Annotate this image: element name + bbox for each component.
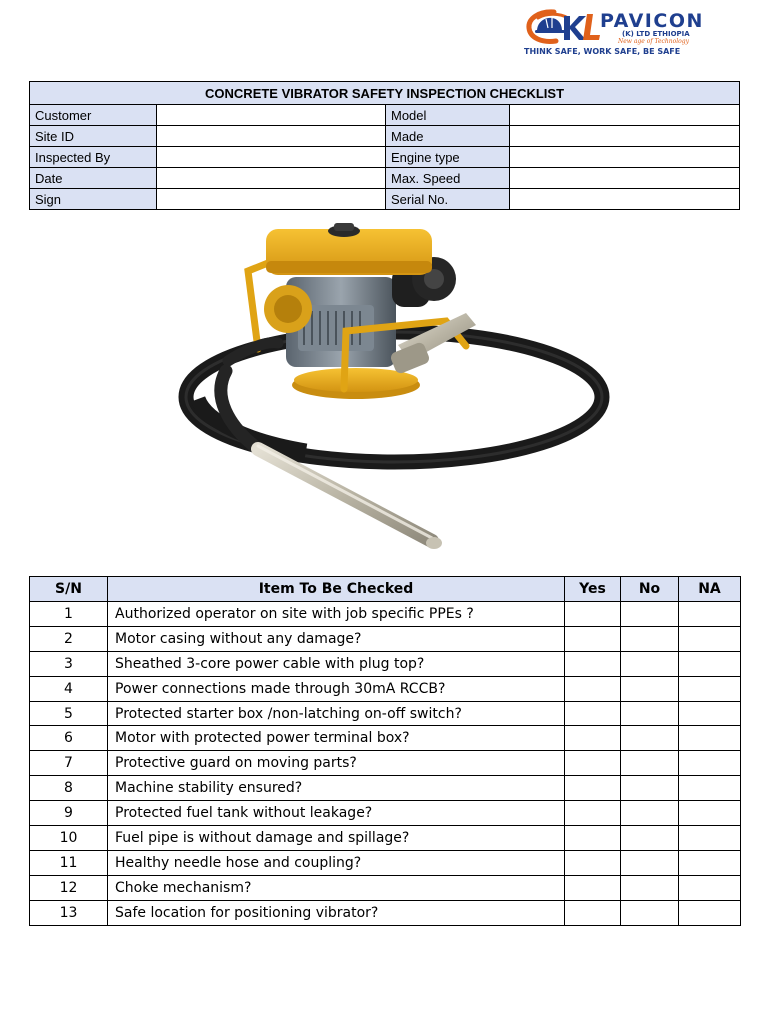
- checklist-title: CONCRETE VIBRATOR SAFETY INSPECTION CHECKLIST: [30, 82, 740, 105]
- row-item: Healthy needle hose and coupling?: [108, 850, 565, 875]
- header-row: [30, 189, 740, 210]
- made-label: Made: [386, 126, 510, 147]
- row-item: Power connections made through 30mA RCCB?: [108, 676, 565, 701]
- yes-checkbox-cell[interactable]: [565, 726, 621, 751]
- no-checkbox-cell[interactable]: [621, 626, 679, 651]
- col-header-na: NA: [679, 577, 741, 602]
- na-checkbox-cell[interactable]: [679, 602, 741, 627]
- sign-field[interactable]: [157, 189, 386, 210]
- model-field[interactable]: [510, 105, 740, 126]
- na-checkbox-cell[interactable]: [679, 826, 741, 851]
- inspection-header-table: [29, 81, 740, 210]
- table-row: [30, 900, 741, 925]
- no-checkbox-cell[interactable]: [621, 900, 679, 925]
- na-checkbox-cell[interactable]: [679, 900, 741, 925]
- header-row: [30, 147, 740, 168]
- na-checkbox-cell[interactable]: [679, 701, 741, 726]
- yes-checkbox-cell[interactable]: [565, 751, 621, 776]
- yes-checkbox-cell[interactable]: [565, 626, 621, 651]
- row-item: Fuel pipe is without damage and spillage?: [108, 826, 565, 851]
- na-checkbox-cell[interactable]: [679, 875, 741, 900]
- serial-no-field[interactable]: [510, 189, 740, 210]
- row-item: Authorized operator on site with job specific PPEs ?: [108, 602, 565, 627]
- na-checkbox-cell[interactable]: [679, 676, 741, 701]
- inspected-by-label: Inspected By: [30, 147, 157, 168]
- engine-type-field[interactable]: [510, 147, 740, 168]
- na-checkbox-cell[interactable]: [679, 751, 741, 776]
- no-checkbox-cell[interactable]: [621, 826, 679, 851]
- row-item: Motor with protected power terminal box?: [108, 726, 565, 751]
- made-field[interactable]: [510, 126, 740, 147]
- yes-checkbox-cell[interactable]: [565, 676, 621, 701]
- col-header-no: No: [621, 577, 679, 602]
- table-row: [30, 751, 741, 776]
- table-row: [30, 875, 741, 900]
- table-row: [30, 850, 741, 875]
- row-sn: 7: [30, 751, 108, 776]
- header-row: [30, 168, 740, 189]
- row-sn: 5: [30, 701, 108, 726]
- na-checkbox-cell[interactable]: [679, 626, 741, 651]
- col-header-yes: Yes: [565, 577, 621, 602]
- na-checkbox-cell[interactable]: [679, 776, 741, 801]
- table-row: [30, 701, 741, 726]
- model-label: Model: [386, 105, 510, 126]
- max-speed-field[interactable]: [510, 168, 740, 189]
- yes-checkbox-cell[interactable]: [565, 651, 621, 676]
- site-id-label: Site ID: [30, 126, 157, 147]
- inspection-checklist-table: [29, 576, 741, 926]
- safety-slogan: THINK SAFE, WORK SAFE, BE SAFE: [524, 47, 681, 56]
- row-item: Safe location for positioning vibrator?: [108, 900, 565, 925]
- customer-label: Customer: [30, 105, 157, 126]
- row-sn: 8: [30, 776, 108, 801]
- no-checkbox-cell[interactable]: [621, 726, 679, 751]
- brand-tagline: New age of Technology: [618, 38, 690, 45]
- table-row: [30, 626, 741, 651]
- no-checkbox-cell[interactable]: [621, 676, 679, 701]
- row-item: Choke mechanism?: [108, 875, 565, 900]
- no-checkbox-cell[interactable]: [621, 801, 679, 826]
- table-row: [30, 801, 741, 826]
- checklist-header-row: [30, 577, 741, 602]
- row-item: Sheathed 3-core power cable with plug top?: [108, 651, 565, 676]
- engine-type-label: Engine type: [386, 147, 510, 168]
- table-row: [30, 776, 741, 801]
- concrete-vibrator-image: [166, 221, 624, 569]
- yes-checkbox-cell[interactable]: [565, 900, 621, 925]
- row-item: Motor casing without any damage?: [108, 626, 565, 651]
- na-checkbox-cell[interactable]: [679, 850, 741, 875]
- col-header-sn: S/N: [30, 577, 108, 602]
- table-row: [30, 602, 741, 627]
- row-item: Machine stability ensured?: [108, 776, 565, 801]
- row-sn: 1: [30, 602, 108, 627]
- yes-checkbox-cell[interactable]: [565, 826, 621, 851]
- row-sn: 12: [30, 875, 108, 900]
- no-checkbox-cell[interactable]: [621, 776, 679, 801]
- checklist-body: [30, 602, 741, 926]
- brand-name: PAVICON: [600, 10, 704, 32]
- no-checkbox-cell[interactable]: [621, 602, 679, 627]
- header-title-row: [30, 82, 740, 105]
- customer-field[interactable]: [157, 105, 386, 126]
- yes-checkbox-cell[interactable]: [565, 602, 621, 627]
- yes-checkbox-cell[interactable]: [565, 850, 621, 875]
- serial-no-label: Serial No.: [386, 189, 510, 210]
- row-sn: 3: [30, 651, 108, 676]
- yes-checkbox-cell[interactable]: [565, 701, 621, 726]
- na-checkbox-cell[interactable]: [679, 801, 741, 826]
- pavicon-logo-icon: [524, 8, 602, 46]
- no-checkbox-cell[interactable]: [621, 651, 679, 676]
- row-item: Protected fuel tank without leakage?: [108, 801, 565, 826]
- row-item: Protective guard on moving parts?: [108, 751, 565, 776]
- row-sn: 9: [30, 801, 108, 826]
- row-sn: 2: [30, 626, 108, 651]
- row-sn: 6: [30, 726, 108, 751]
- header-row: [30, 105, 740, 126]
- table-row: [30, 726, 741, 751]
- row-item: Protected starter box /non-latching on-off switch?: [108, 701, 565, 726]
- sign-label: Sign: [30, 189, 157, 210]
- na-checkbox-cell[interactable]: [679, 726, 741, 751]
- table-row: [30, 676, 741, 701]
- row-sn: 4: [30, 676, 108, 701]
- inspected-by-field[interactable]: [157, 147, 386, 168]
- max-speed-label: Max. Speed: [386, 168, 510, 189]
- col-header-item: Item To Be Checked: [108, 577, 565, 602]
- site-id-field[interactable]: [157, 126, 386, 147]
- row-sn: 11: [30, 850, 108, 875]
- row-sn: 10: [30, 826, 108, 851]
- na-checkbox-cell[interactable]: [679, 651, 741, 676]
- table-row: [30, 826, 741, 851]
- company-logo: [522, 6, 736, 60]
- date-label: Date: [30, 168, 157, 189]
- no-checkbox-cell[interactable]: [621, 701, 679, 726]
- no-checkbox-cell[interactable]: [621, 751, 679, 776]
- no-checkbox-cell[interactable]: [621, 875, 679, 900]
- date-field[interactable]: [157, 168, 386, 189]
- yes-checkbox-cell[interactable]: [565, 801, 621, 826]
- brand-subtitle: (K) LTD ETHIOPIA: [622, 30, 690, 38]
- yes-checkbox-cell[interactable]: [565, 776, 621, 801]
- table-row: [30, 651, 741, 676]
- no-checkbox-cell[interactable]: [621, 850, 679, 875]
- row-sn: 13: [30, 900, 108, 925]
- yes-checkbox-cell[interactable]: [565, 875, 621, 900]
- header-row: [30, 126, 740, 147]
